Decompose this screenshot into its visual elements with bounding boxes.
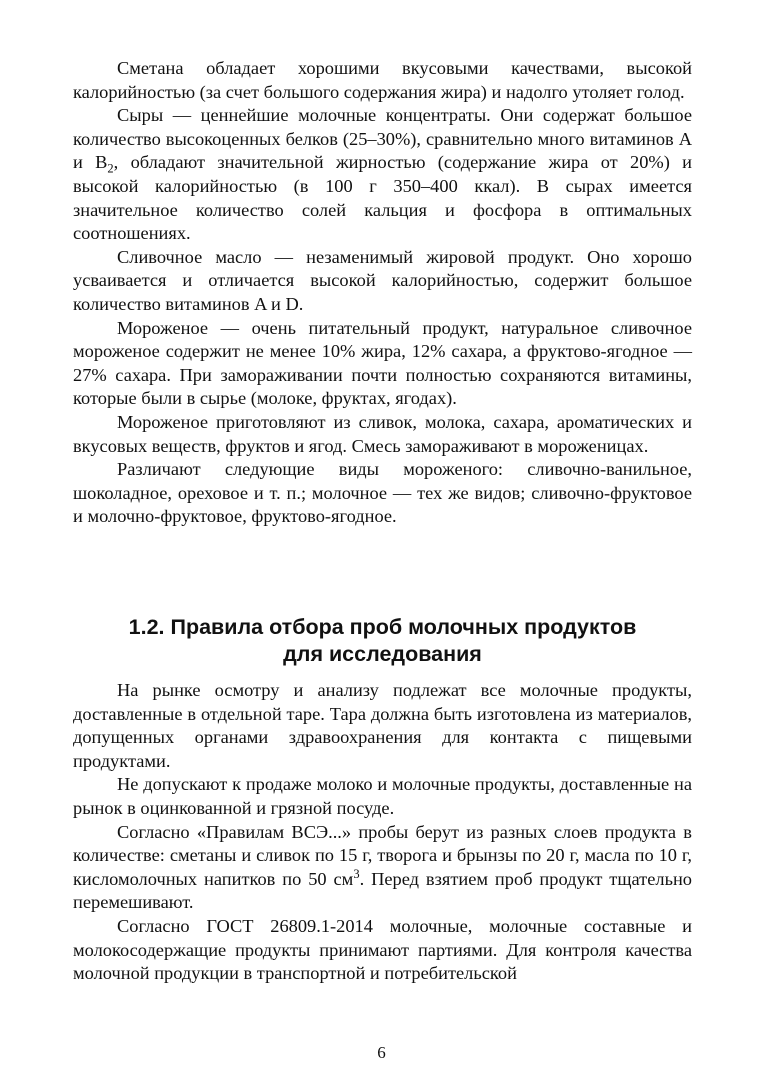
section-heading-line2: для исследования <box>283 642 482 666</box>
paragraph-butter: Сливочное масло — незаменимый жировой продукт. Оно хорошо усваивается и отличается высокой калорийностью, содержит большое количество витаминов A и D. <box>73 246 692 314</box>
body-text-bottom <box>73 679 692 986</box>
paragraph-sour-cream: Сметана обладает хорошими вкусовыми качествами, высокой калорийностью (за счет большого содержания жира) и надолго утоляет голод. <box>73 58 692 102</box>
paragraph-cheese-text: Сыры — ценнейшие молочные концентраты. Они содержат большое количество высокоценных белков (25–30%), сравнительно много витаминов A и B <box>73 105 692 173</box>
paragraph-sampling-text-cont: . Перед взятием проб продукт тщательно перемешивают. <box>73 868 692 913</box>
section-heading <box>73 614 692 668</box>
body-text-top <box>73 57 692 529</box>
paragraph-gost: Согласно ГОСТ 26809.1-2014 молочные, молочные составные и молокосодержащие продукты принимают партиями. Для контроля качества молочной продукции в транспортной и потребительской <box>73 915 692 984</box>
paragraph-sampling-rules <box>73 821 692 915</box>
paragraph-cheese-text-cont: , обладают значительной жирностью (содержание жира от 20%) и высокой калорийностью (в 100 г 350–400 ккал). В сырах имеется значительное количество солей кальция и фосфора в оптимальных соотношениях. <box>73 152 692 244</box>
subscript-2: 2 <box>107 162 114 177</box>
section-heading-line1: 1.2. Правила отбора проб молочных продуктов <box>128 615 637 639</box>
paragraph-ice-cream-types: Различают следующие виды мороженого: сливочно-ванильное, шоколадное, ореховое и т. п.; молочное — тех же видов; сливочно-фруктовое и молочно-фруктовое, фруктово-ягодное. <box>73 459 692 527</box>
paragraph-ice-cream: Мороженое — очень питательный продукт, натуральное сливочное мороженое содержит не менее 10% жира, 12% сахара, а фруктово-ягодное — 27% сахара. При замораживании почти полностью сохраняются витамины, которые были в сырье (молоке, фруктах, ягодах). <box>73 317 692 409</box>
paragraph-ice-cream-making: Мороженое приготовляют из сливок, молока, сахара, ароматических и вкусовых веществ, фруктов и ягод. Смесь замораживают в мороженицах. <box>73 411 692 456</box>
paragraph-sale-restriction: Не допускают к продаже молоко и молочные продукты, доставленные на рынок в оцинкованной и грязной посуде. <box>73 774 692 818</box>
paragraph-cheese <box>73 104 692 246</box>
superscript-3: 3 <box>353 866 360 881</box>
page-number: 6 <box>377 1043 386 1062</box>
paragraph-sampling-text: Согласно «Правилам ВСЭ...» пробы берут из разных слоев продукта в количестве: сметаны и сливок по 15 г, творога и брынзы по 20 г, масла по 10 г, кисломолочных напитков по 50 см <box>73 821 692 889</box>
paragraph-market-inspection: На рынке осмотру и анализу подлежат все молочные продукты, доставленные в отдельной таре. Тара должна быть изготовлена из материалов, допущенных органами здравоохранения для контакта с пищевыми продуктами. <box>73 680 692 771</box>
